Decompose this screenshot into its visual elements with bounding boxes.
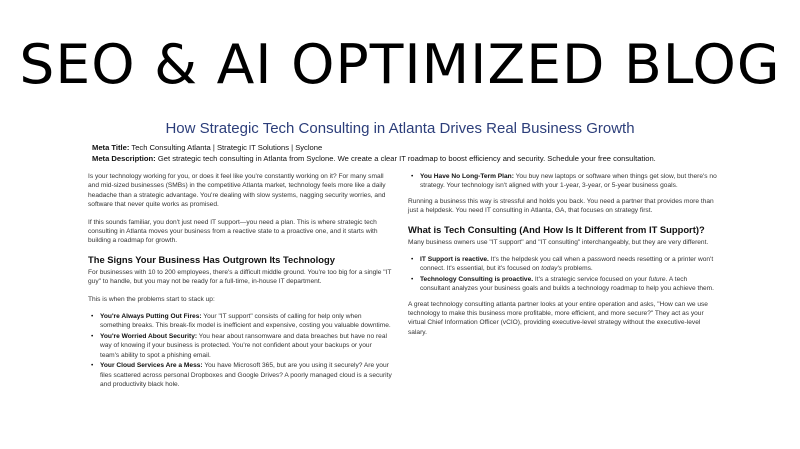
body-paragraph: For businesses with 10 to 200 employees, there's a difficult middle ground. You're too big for a single "IT guy" to handle, but you may not be ready for a full-time, in-house IT department.	[88, 268, 392, 286]
list-item	[408, 172, 718, 191]
list-item-label: You're Worried About Security:	[100, 332, 198, 340]
list-item-label: You're Always Putting Out Fires:	[100, 313, 202, 321]
meta-title-value: Tech Consulting Atlanta | Strategic IT Solutions | Syclone	[131, 143, 323, 152]
list-item-text: It's the helpdesk you call when a password needs resetting or a printer won't connect. It's essential, but it's focused on	[420, 256, 714, 273]
list-item-label: You Have No Long-Term Plan:	[420, 173, 514, 180]
post-title: How Strategic Tech Consulting in Atlanta Drives Real Business Growth	[165, 120, 635, 137]
list-item	[88, 361, 392, 389]
meta-description-line	[92, 153, 732, 164]
meta-block	[92, 142, 732, 164]
signs-list-continued	[408, 172, 718, 191]
meta-description-value: Get strategic tech consulting in Atlanta from Syclone. We create a clear IT roadmap to boost efficiency and security. Schedule your free consultation.	[157, 154, 656, 163]
list-item	[408, 275, 718, 294]
list-item-text: You have Microsoft 365, but are you using it securely? Are your files scattered across personal Dropboxes and Google Drives? A poorly managed cloud is a security and productivity black hole.	[100, 362, 392, 388]
list-item-text: You hear about ransomware and data breaches but have no real way of knowing if your business is protected. You're not confident about your backups or your team's ability to spot a phishing email.	[100, 332, 387, 359]
meta-description-label: Meta Description:	[92, 154, 156, 163]
signs-list	[88, 312, 392, 389]
list-item-text: It's a strategic service focused on your	[533, 275, 649, 283]
list-item	[88, 312, 392, 331]
list-item	[408, 255, 718, 274]
list-item-text: . A tech consultant analyzes your business goals and builds a technology roadmap to help you achieve them.	[420, 275, 714, 293]
list-item-emphasis: future	[648, 275, 666, 283]
list-item-text: You buy new laptops or software when things get slow, but there's no strategy. Your technology isn't aligned with your 1-year, 3-year, or 5-year business goals.	[420, 173, 717, 190]
hero-title: SEO & AI OPTIMIZED BLOG	[19, 33, 781, 96]
meta-title-label: Meta Title:	[92, 143, 130, 152]
list-item-emphasis: today's	[541, 265, 562, 273]
list-item-text: Your "IT support" consists of calling for help only when something breaks. This break-fix model is inefficient and expensive, costing you valuable downtime.	[100, 313, 391, 330]
body-paragraph: Running a business this way is stressful and holds you back. You need a partner that provides more than just a helpdesk. You need IT consulting in Atlanta, GA, that focuses on strategy first.	[408, 197, 714, 215]
meta-title-line	[92, 142, 732, 153]
body-paragraph: This is when the problems start to stack up:	[88, 295, 215, 303]
list-item	[88, 332, 392, 360]
intro-paragraph: If this sounds familiar, you don't just need IT support—you need a plan. This is where strategic tech consulting in Atlanta moves your business from a reactive state to a proactive one, and it starts with building a roadmap for growth.	[88, 218, 378, 245]
comparison-list	[408, 255, 718, 294]
list-item-label: Your Cloud Services Are a Mess:	[100, 362, 203, 370]
intro-paragraph: Is your technology working for you, or does it feel like you're constantly working on it? For many small and mid-sized businesses (SMBs) in the competitive Atlanta market, technology feels more like a daily headache than a strategic advantage. You're dealing with slow systems, nagging security worries, and software that never quite works as promised.	[88, 173, 386, 209]
section-heading: The Signs Your Business Has Outgrown Its Technology	[88, 253, 335, 265]
left-column	[88, 172, 392, 395]
body-paragraph: Many business owners use "IT support" and "IT consulting" interchangeably, but they are very different.	[408, 238, 709, 246]
body-paragraph: A great technology consulting atlanta partner looks at your entire operation and asks, "How can we use technology to make this business more profitable, more efficient, and more secure?" They act as your virtual Chief Information Officer (vCIO), providing executive-level strategy without the executive-level salary.	[408, 300, 708, 336]
list-item-label: Technology Consulting is proactive.	[420, 275, 534, 283]
list-item-text: problems.	[561, 265, 593, 273]
right-column	[408, 172, 718, 345]
list-item-label: IT Support is reactive.	[420, 256, 489, 264]
section-heading: What is Tech Consulting (And How Is It Different from IT Support)?	[408, 223, 705, 235]
